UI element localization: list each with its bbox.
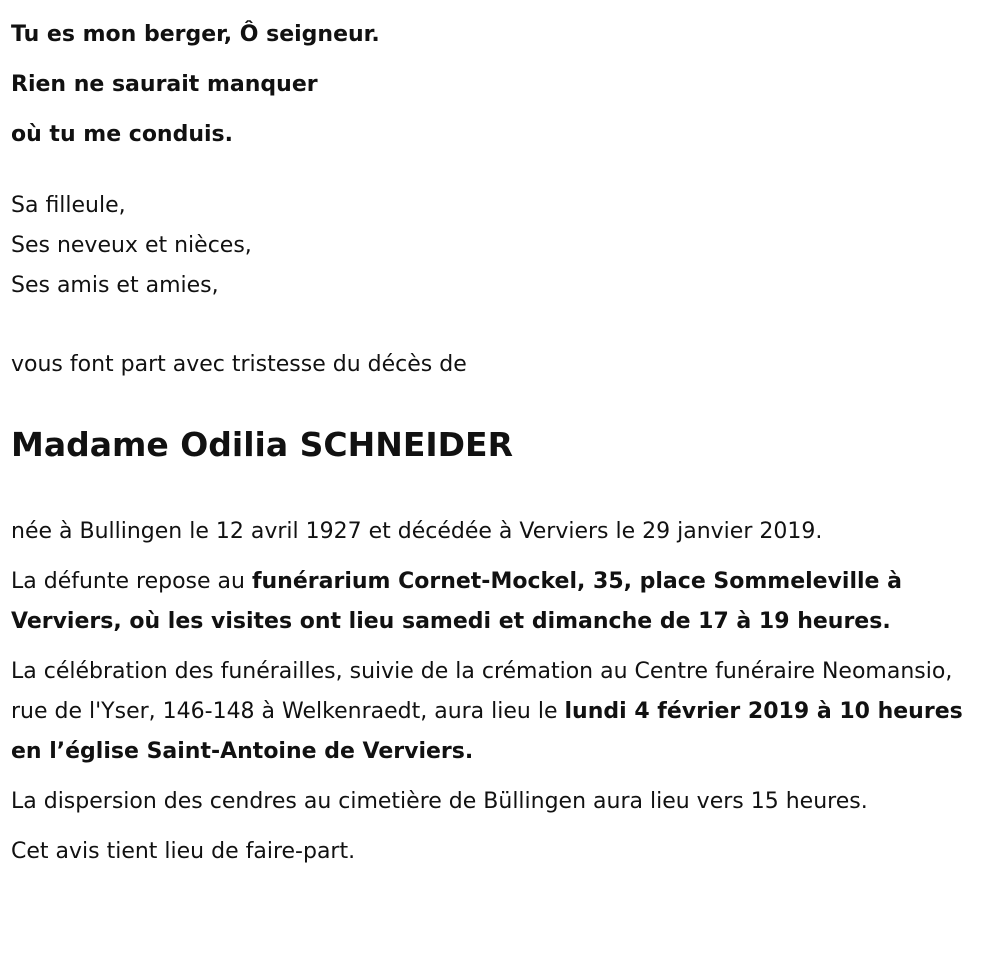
celebration-prefix: La célébration des funérailles, suivie de la crémation au Centre funéraire Neomansio, rue de l'Yser, 146-148 à Welkenraedt, aura lieu le <box>11 659 953 724</box>
verse-line: Rien ne saurait manquer <box>11 72 318 97</box>
celebration-details: lundi 4 février 2019 à 10 heures en l’église Saint-Antoine de Verviers. <box>11 699 963 764</box>
verse-line: Tu es mon berger, Ô seigneur. <box>11 22 380 47</box>
family-line: Sa filleule, <box>11 193 126 218</box>
dispersion-paragraph: La dispersion des cendres au cimetière de Büllingen aura lieu vers 15 heures. <box>11 789 868 814</box>
family-list <box>11 186 252 306</box>
family-line: Ses neveux et nièces, <box>11 233 252 258</box>
closing-paragraph: Cet avis tient lieu de faire-part. <box>11 839 356 864</box>
deceased-name: Madame Odilia SCHNEIDER <box>11 425 514 464</box>
repose-details: funérarium Cornet-Mockel, 35, place Sommeleville à Verviers, où les visites ont lieu samedi et dimanche de 17 à 19 heures. <box>11 569 902 634</box>
celebration-paragraph <box>11 652 991 772</box>
notice-body <box>11 512 991 882</box>
repose-prefix: La défunte repose au <box>11 569 252 594</box>
verse-line: où tu me conduis. <box>11 122 233 147</box>
repose-paragraph <box>11 562 991 642</box>
family-line: Ses amis et amies, <box>11 273 219 298</box>
announcement-intro: vous font part avec tristesse du décès de <box>11 352 467 377</box>
verse <box>11 10 380 160</box>
birth-death-paragraph: née à Bullingen le 12 avril 1927 et décédée à Verviers le 29 janvier 2019. <box>11 519 823 544</box>
